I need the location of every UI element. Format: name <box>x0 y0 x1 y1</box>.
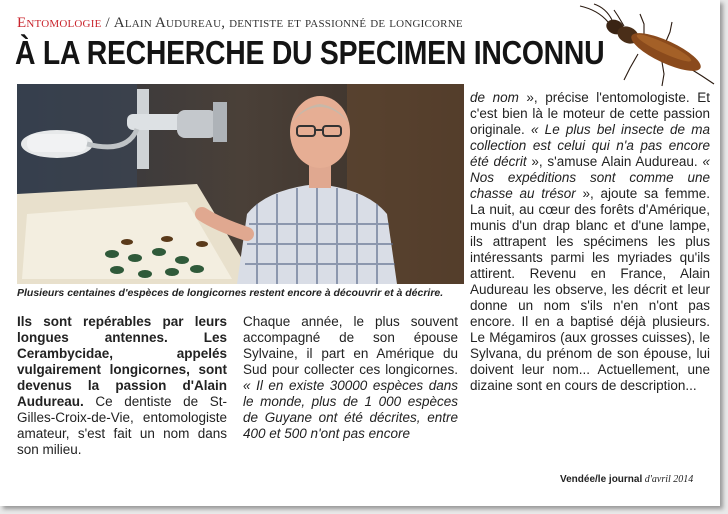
column3-text-2: », s'amuse Alain Audureau. <box>526 154 703 169</box>
publication-footer <box>560 474 693 485</box>
column1-body: Ce dentiste de St-Gilles-Croix-de-Vie, entomologiste amateur, s'est fait un nom dans son milieu. <box>17 394 227 457</box>
column3-quote-2: « Le plus bel insecte de ma collection est celui qui n'a pas encore été décrit <box>470 122 710 169</box>
kicker-subtitle: Alain Audureau, dentiste et passionné de longicorne <box>113 15 463 31</box>
column3-text-3: », ajoute sa femme. La nuit, au cœur des forêts d'Amérique, munis d'un drap blanc et d'une lampe, ils attrapent les spécimens les plus intéressants parmi les myriades qu'ils attirent. Revenu en France, Alain Audureau les observe, les décrit et leur donne un nom s'ils n'en n'ont pas encore. Il en a baptisé déjà plusieurs. Le Mégamiros (aux grosses cuisses), le Sylvana, du prénom de son épouse, lui doivent leur nom... Actuellement, une dizaine sont en cours de description... <box>470 186 710 393</box>
column3-quote-1: de nom <box>470 90 519 105</box>
lead-paragraph: Ils sont repérables par leurs longues antennes. Les Cerambycidae, appelés vulgairement longicornes, sont devenus la passion d'Alain Audureau. <box>17 314 227 409</box>
column3-quote-3: « Nos expéditions sont comme une chasse au trésor <box>470 154 710 201</box>
entomologist-photo <box>17 84 464 284</box>
article-headline: À LA RECHERCHE DU SPECIMEN INCONNU <box>15 34 605 71</box>
column2-text: Chaque année, le plus souvent accompagné de son épouse Sylvaine, il part en Amérique du Sud pour collecter ces longicornes. <box>243 314 458 377</box>
article-column-1 <box>17 314 227 458</box>
kicker-separator: / <box>101 15 114 31</box>
article-column-3 <box>470 90 710 394</box>
publication-date: d'avril 2014 <box>642 474 694 485</box>
photo-caption: Plusieurs centaines d'espèces de longicornes restent encore à découvrir et à décrire. <box>17 287 444 299</box>
column2-quote: « Il en existe 30000 espèces dans le monde, plus de 1 000 espèces de Guyane ont été décrites, entre 400 et 500 n'ont pas encore <box>243 378 458 441</box>
article-kicker <box>17 15 463 32</box>
article-column-2 <box>243 314 458 442</box>
category-label: Entomologie <box>17 15 102 31</box>
column3-text-1: », précise l'entomologiste. Et c'est bien là le moteur de cette passion originale. <box>470 90 710 137</box>
publication-name: Vendée/le journal <box>560 474 643 485</box>
longhorn-beetle-image <box>568 2 720 88</box>
